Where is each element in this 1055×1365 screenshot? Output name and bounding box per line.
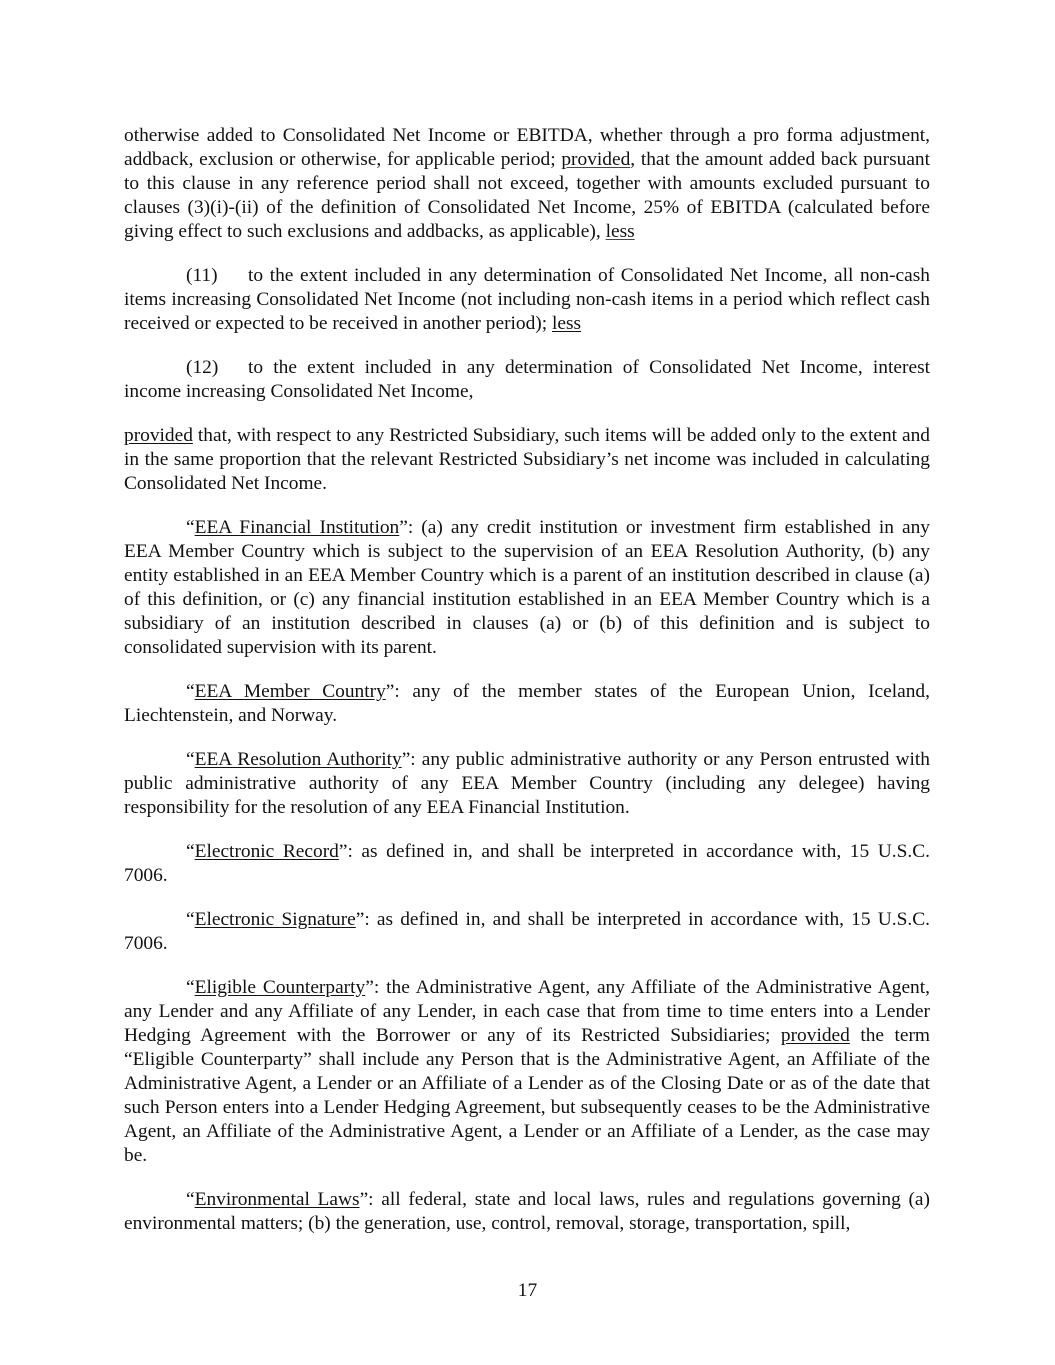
- defined-term: Electronic Signature: [194, 909, 356, 930]
- definition-electronic-signature: [124, 908, 930, 956]
- definition-electronic-record: [124, 840, 930, 888]
- definition-text: ”: any of the member states of the European Union, Iceland, Liechtenstein, and Norway.: [124, 681, 930, 726]
- definition-text: ”: (a) any credit institution or investment firm established in any EEA Member Country which is subject to the supervision of an EEA Resolution Authority, (b) any entity established in an EEA Member Country which is a parent of an institution described in clause (a) of this definition, or (c) any financial institution established in an EEA Member Country which is a subsidiary of an institution described in clauses (a) or (b) of this definition and is subject to consolidated supervision with its parent.: [124, 517, 930, 658]
- open-quote: “: [186, 1189, 195, 1210]
- open-quote: “: [186, 749, 195, 770]
- paragraph-continuation: [124, 124, 930, 244]
- definition-eea-member-country: [124, 680, 930, 728]
- definition-text: the term “Eligible Counterparty” shall include any Person that is the Administrative Agent, an Affiliate of the Administrative Agent, a Lender or an Affiliate of a Lender as of the Closing Date or as of the date that such Person enters into a Lender Hedging Agreement, but subsequently ceases to be the Administrative Agent, an Affiliate of the Administrative Agent, a Lender or an Affiliate of a Lender, as the case may be.: [124, 1025, 931, 1166]
- clause-number: (11): [186, 265, 218, 286]
- proviso-paragraph: [124, 424, 930, 496]
- defined-term: Electronic Record: [194, 841, 339, 862]
- defined-term: EEA Resolution Authority: [194, 749, 402, 770]
- open-quote: “: [186, 841, 195, 862]
- defined-term: Eligible Counterparty: [194, 977, 366, 998]
- definition-text: ”: all federal, state and local laws, rules and regulations governing (a) environmental matters; (b) the generation, use, control, removal, storage, transportation, spill,: [124, 1189, 930, 1234]
- clause-11: [124, 264, 930, 336]
- definition-eligible-counterparty: [124, 976, 930, 1168]
- clause-text: to the extent included in any determination of Consolidated Net Income, all non-cash items increasing Consolidated Net Income (not including non-cash items in a period which reflect cash received or expected to be received in another period);: [124, 265, 930, 334]
- document-page: [124, 124, 930, 1256]
- paragraph-text: , that the amount added back pursuant to this clause in any reference period shall not exceed, together with amounts excluded pursuant to clauses (3)(i)-(ii) of the definition of Consolidated Net Income, 25% of EBITDA (calculated before giving effect to such exclusions and addbacks, as applicable),: [124, 149, 931, 242]
- clause-12: [124, 356, 930, 404]
- paragraph-text: otherwise added to Consolidated Net Income or EBITDA, whether through a pro forma adjustment, addback, exclusion or otherwise, for applicable period;: [124, 125, 930, 170]
- page-number: 17: [517, 1280, 538, 1301]
- provided-link[interactable]: provided: [561, 149, 631, 170]
- definition-eea-financial-institution: [124, 516, 930, 660]
- defined-term: EEA Member Country: [194, 681, 386, 702]
- definition-text: ”: as defined in, and shall be interpreted in accordance with, 15 U.S.C. 7006.: [124, 909, 930, 954]
- definition-environmental-laws: [124, 1188, 930, 1236]
- less-underlined: less: [552, 313, 582, 334]
- open-quote: “: [186, 681, 195, 702]
- open-quote: “: [186, 977, 195, 998]
- less-link[interactable]: less: [605, 221, 635, 242]
- open-quote: “: [186, 517, 195, 538]
- clause-text: to the extent included in any determination of Consolidated Net Income, interest income increasing Consolidated Net Income,: [124, 357, 930, 402]
- defined-term: Environmental Laws: [194, 1189, 360, 1210]
- paragraph-text: that, with respect to any Restricted Subsidiary, such items will be added only to the extent and in the same proportion that the relevant Restricted Subsidiary’s net income was included in calculating Consolidated Net Income.: [124, 425, 930, 494]
- open-quote: “: [186, 909, 195, 930]
- provided-underlined: provided: [124, 425, 193, 446]
- definition-text: ”: the Administrative Agent, any Affiliate of the Administrative Agent, any Lender and any Affiliate of any Lender, in each case that from time to time enters into a Lender Hedging Agreement with the Borrower or any of its Restricted Subsidiaries;: [124, 977, 930, 1046]
- defined-term: EEA Financial Institution: [194, 517, 400, 538]
- provided-underlined: provided: [780, 1025, 850, 1046]
- definition-text: ”: as defined in, and shall be interpreted in accordance with, 15 U.S.C. 7006.: [124, 841, 930, 886]
- clause-number: (12): [186, 357, 219, 378]
- definition-eea-resolution-authority: [124, 748, 930, 820]
- definition-text: ”: any public administrative authority or any Person entrusted with public administrative authority of any EEA Member Country (including any delegee) having responsibility for the resolution of any EEA Financial Institution.: [124, 749, 930, 818]
